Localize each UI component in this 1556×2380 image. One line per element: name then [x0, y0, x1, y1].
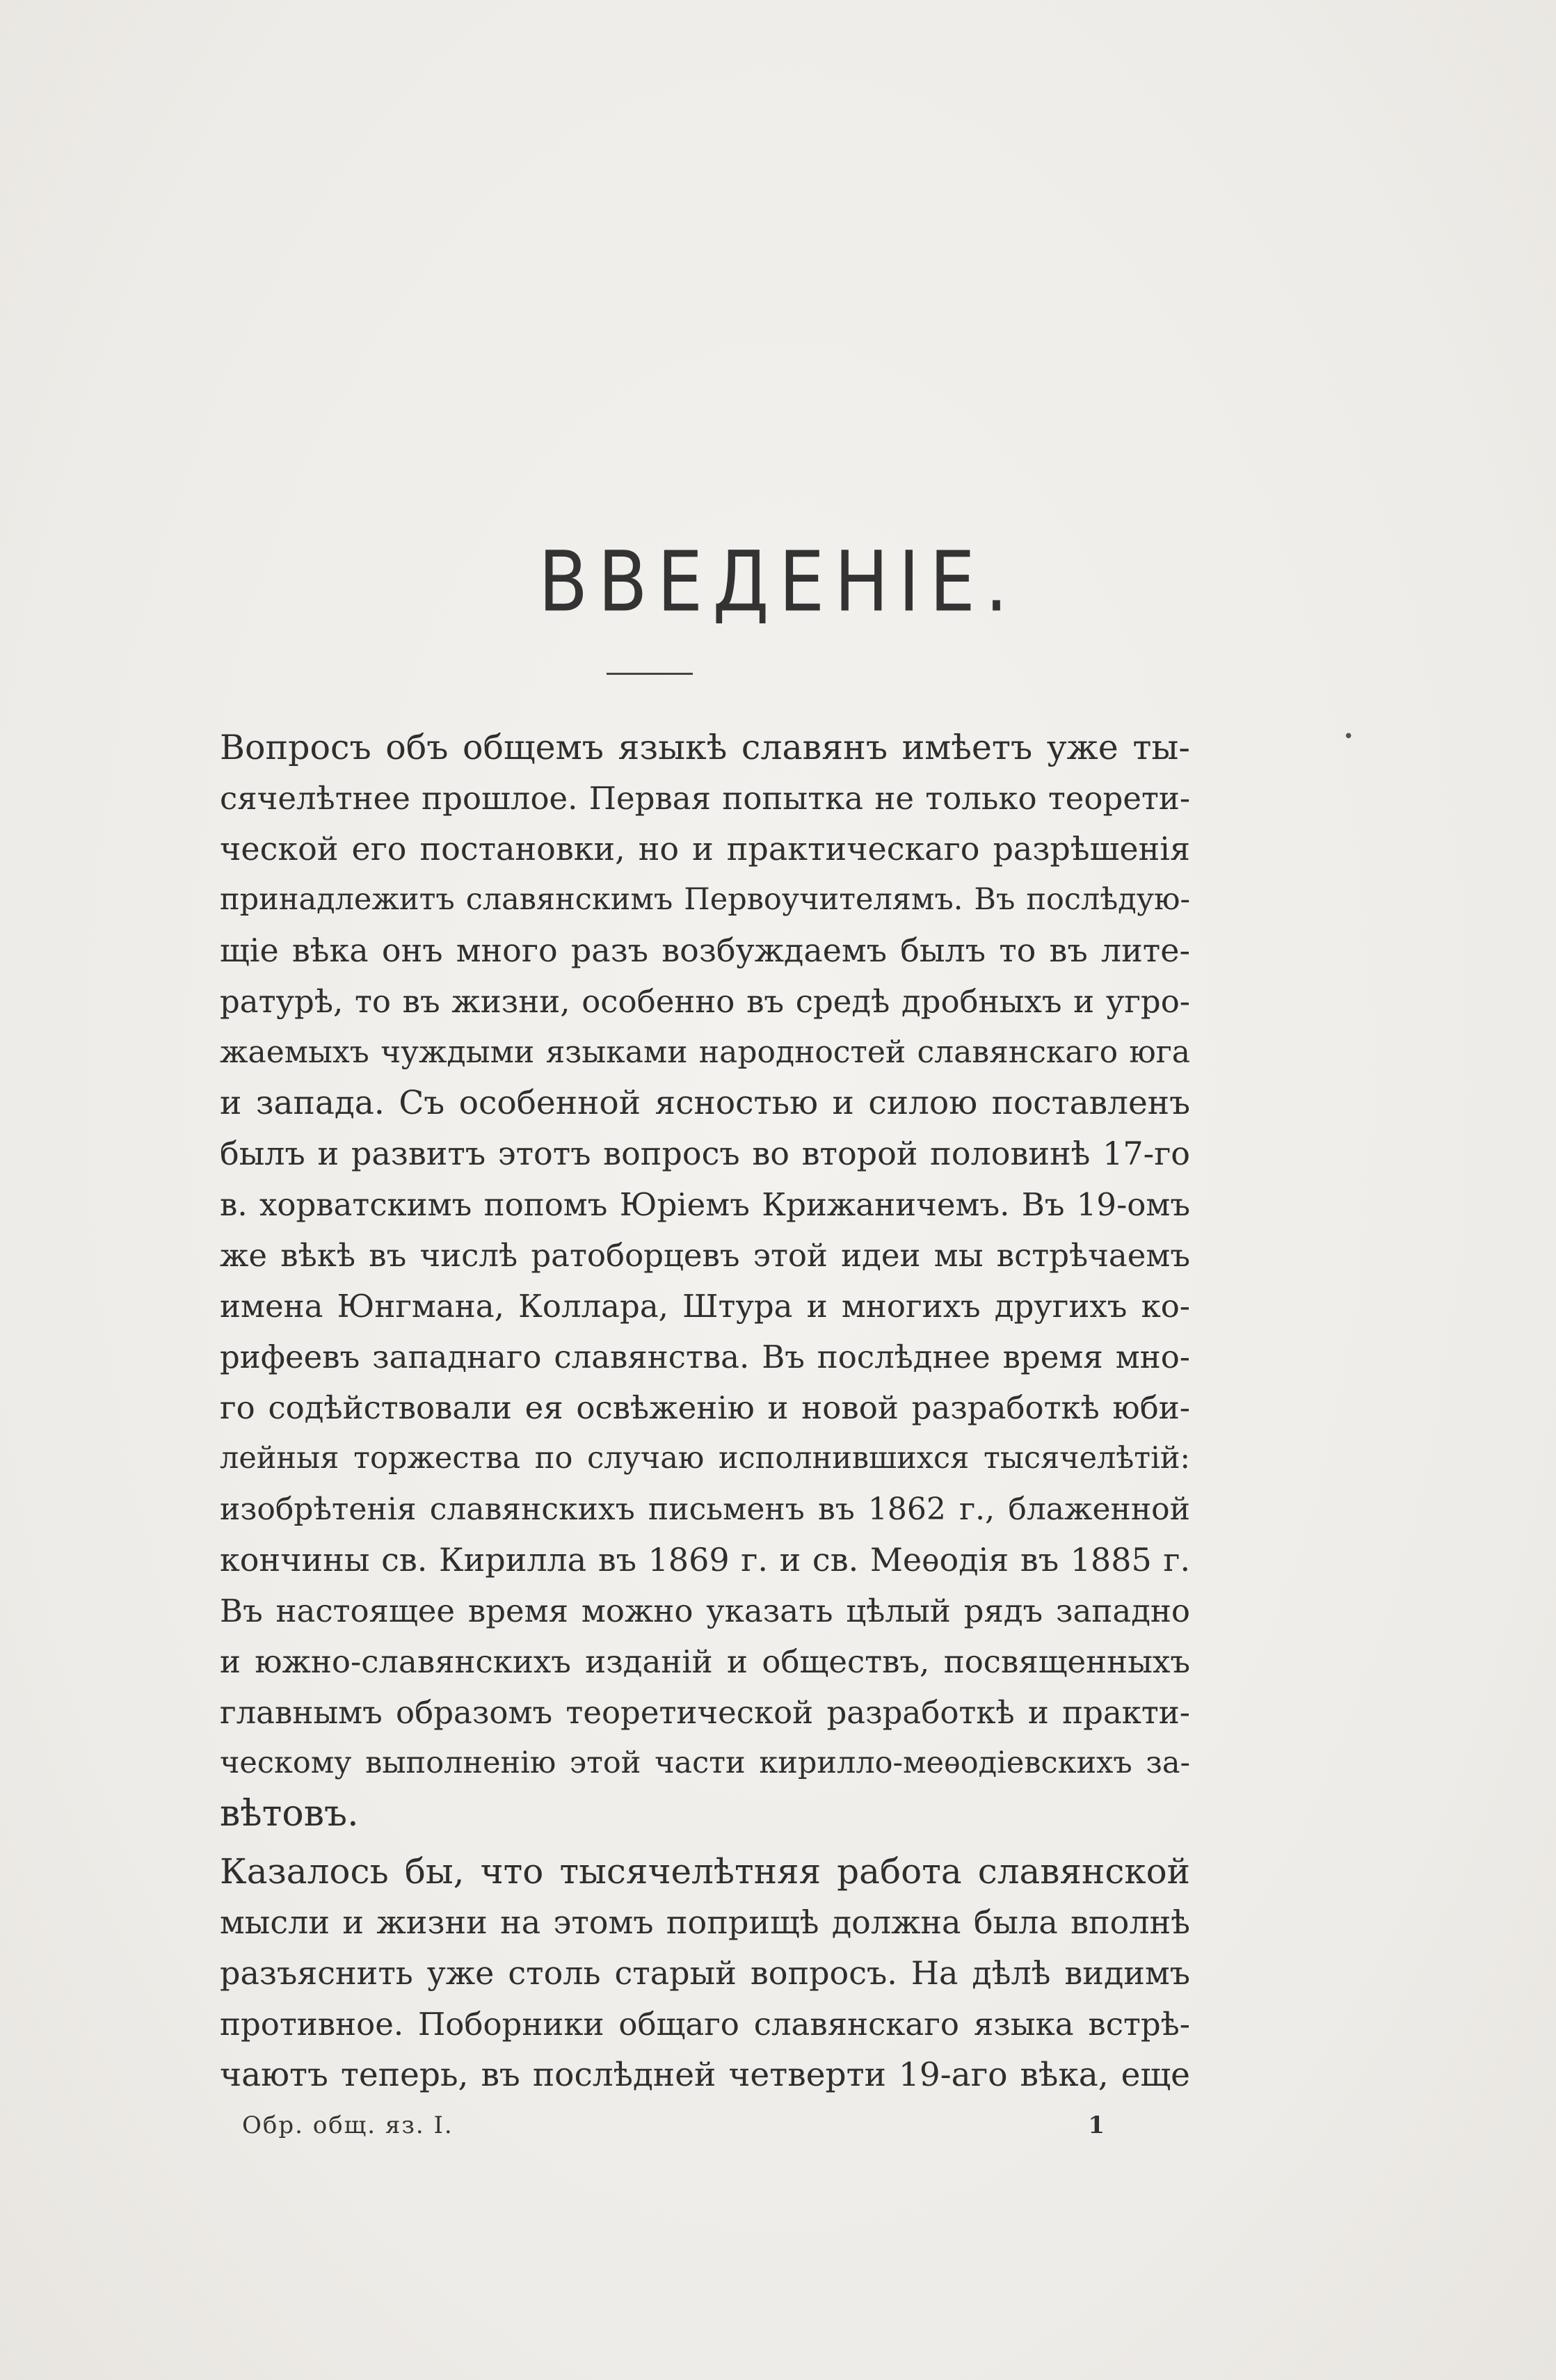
text-line: разъяснить уже столь старый вопросъ. На дѣлѣ видимъ: [220, 1954, 1190, 1992]
page-number: 1: [1088, 2111, 1105, 2139]
text-line: Въ настоящее время можно указать цѣлый рядъ западно: [220, 1592, 1190, 1629]
text-line: чаютъ теперь, въ послѣдней четверти 19-аго вѣка, еще: [220, 2056, 1190, 2094]
text-line: щіе вѣка онъ много разъ возбуждаемъ былъ то въ лите-: [220, 932, 1190, 969]
text-line: вѣтовъ.: [220, 1793, 359, 1835]
chapter-title: ВВЕДЕНІЕ.: [538, 532, 1018, 631]
text-line: рифеевъ западнаго славянства. Въ послѣднее время мно-: [220, 1339, 1190, 1375]
text-line: изобрѣтенія славянскихъ письменъ въ 1862 г., блаженной: [220, 1492, 1190, 1527]
signature-mark: Обр. общ. яз. I.: [242, 2111, 454, 2139]
text-line: главнымъ образомъ теоретической разработкѣ и практи-: [220, 1694, 1190, 1731]
paragraph-2: [220, 1846, 1190, 2100]
text-line: ратурѣ, то въ жизни, особенно въ средѣ дробныхъ и угро-: [220, 983, 1190, 1020]
text-line: Казалось бы, что тысячелѣтняя работа славянской: [220, 1851, 1190, 1892]
text-line: жаемыхъ чуждыми языками народностей славянскаго юга: [220, 1035, 1190, 1070]
text-line: ческому выполненію этой части кирилло-меѳодіевскихъ за-: [220, 1746, 1190, 1780]
text-line: в. хорватскимъ попомъ Юріемъ Крижаничемъ. Въ 19-омъ: [220, 1186, 1190, 1223]
text-line: го содѣйствовали ея освѣженію и новой разработкѣ юби-: [220, 1389, 1190, 1426]
text-line: противное. Поборники общаго славянскаго языка встрѣ-: [220, 2006, 1190, 2043]
text-line: же вѣкѣ въ числѣ ратоборцевъ этой идеи мы встрѣчаемъ: [220, 1237, 1190, 1274]
text-line: мысли и жизни на этомъ поприщѣ должна была вполнѣ: [220, 1903, 1190, 1941]
text-line: лейныя торжества по случаю исполнившихся тысячелѣтій:: [220, 1441, 1190, 1476]
body-text: [220, 722, 1190, 2100]
text-line: и южно-славянскихъ изданій и обществъ, посвященныхъ: [220, 1643, 1190, 1680]
title-rule: [607, 673, 693, 675]
paragraph-1: [220, 722, 1190, 1839]
text-line: принадлежитъ славянскимъ Первоучителямъ. Въ послѣдую-: [220, 882, 1190, 917]
text-line: сячелѣтнее прошлое. Первая попытка не только теорети-: [220, 780, 1191, 817]
text-line: имена Юнгмана, Коллара, Штура и многихъ другихъ ко-: [220, 1288, 1190, 1325]
page-footer: [242, 2111, 1105, 2146]
text-line: кончины св. Кирилла въ 1869 г. и св. Меѳодія въ 1885 г.: [220, 1541, 1191, 1579]
text-line: ческой его постановки, но и практическаго разрѣшенія: [220, 830, 1190, 868]
text-line: и запада. Съ особенной ясностью и силою поставленъ: [220, 1084, 1190, 1122]
text-line: былъ и развитъ этотъ вопросъ во второй половинѣ 17-го: [220, 1135, 1190, 1172]
ink-speck: •: [1343, 726, 1354, 747]
text-line: Вопросъ объ общемъ языкѣ славянъ имѣетъ уже ты-: [220, 728, 1190, 767]
